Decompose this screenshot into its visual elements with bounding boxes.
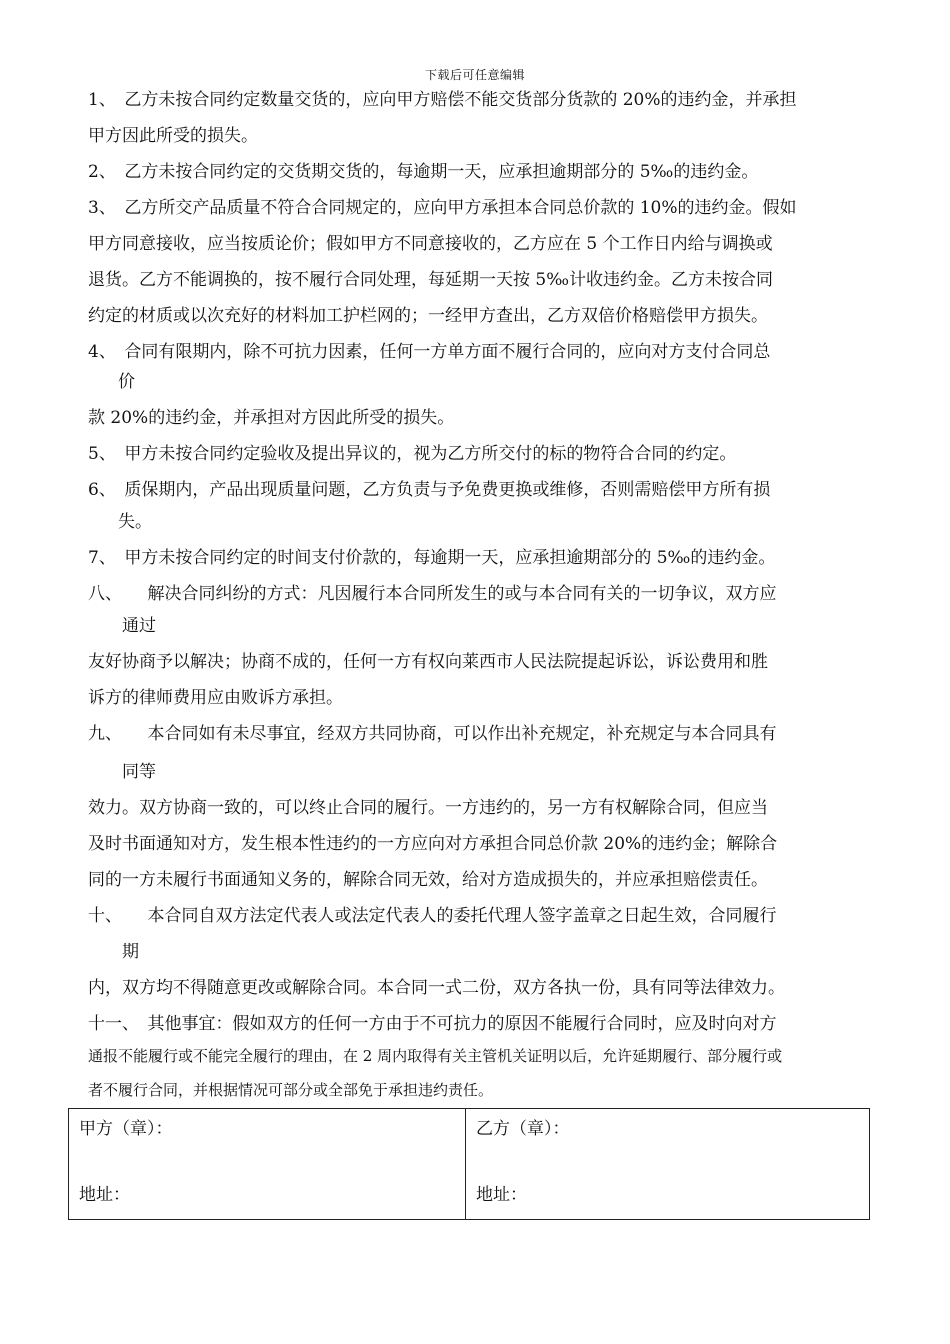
party-a-address-label: 地址： [79,1185,130,1205]
clause-line: 失。 [118,512,152,532]
clause-line: 5、 甲方未按合同约定验收及提出异议的，视为乙方所交付的标的物符合合同的约定。 [88,444,737,464]
clause-line: 2、 乙方未按合同约定的交货期交货的，每逾期一天，应承担逾期部分的 5‰的违约金。 [88,162,759,182]
clause-line: 约定的材质或以次充好的材料加工护栏网的；一经甲方查出，乙方双倍价格赔偿甲方损失。 [88,306,768,326]
party-b-cell [466,1109,869,1219]
party-b-address-label: 地址： [476,1185,527,1205]
clause-line: 同等 [122,762,156,782]
clause-line: 1、 乙方未按合同约定数量交货的，应向甲方赔偿不能交货部分货款的 20%的违约金，并承担 [88,90,797,110]
clause-line: 通报不能履行或不能完全履行的理由，在 2 周内取得有关主管机关证明以后，允许延期履行、部分履行或 [88,1047,783,1065]
clause-line: 退货。乙方不能调换的，按不履行合同处理，每延期一天按 5‰计收违约金。乙方未按合同 [88,270,774,290]
clause-line: 6、 质保期内，产品出现质量问题，乙方负责与予免费更换或维修，否则需赔偿甲方所有损 [88,480,771,500]
signature-table [68,1108,870,1220]
party-a-seal-label: 甲方（章）： [79,1119,173,1139]
page-header: 下载后可任意编辑 [424,68,525,82]
clause-line: 九、 本合同如有未尽事宜，经双方共同协商，可以作出补充规定，补充规定与本合同具有 [88,724,777,744]
clause-line: 者不履行合同，并根据情况可部分或全部免于承担违约责任。 [88,1081,494,1099]
clause-line: 内，双方均不得随意更改或解除合同。本合同一式二份，双方各执一份，具有同等法律效力。 [88,978,785,998]
clause-line: 及时书面通知对方，发生根本性违约的一方应向对方承担合同总价款 20%的违约金；解除合 [88,834,778,854]
clause-line: 十、 本合同自双方法定代表人或法定代表人的委托代理人签字盖章之日起生效，合同履行 [88,906,777,926]
clause-line: 3、 乙方所交产品质量不符合合同规定的，应向甲方承担本合同总价款的 10%的违约金。假如 [88,198,797,218]
clause-line: 价 [118,372,135,392]
clause-line: 友好协商予以解决；协商不成的，任何一方有权向莱西市人民法院提起诉讼，诉讼费用和胜 [88,652,768,672]
clause-line: 通过 [122,616,156,636]
clause-line: 期 [122,942,139,962]
clause-line: 效力。双方协商一致的，可以终止合同的履行。一方违约的，另一方有权解除合同，但应当 [88,798,768,818]
clause-line: 甲方同意接收，应当按质论价；假如甲方不同意接收的，乙方应在 5 个工作日内给与调换或 [88,234,773,254]
clause-line: 款 20%的违约金，并承担对方因此所受的损失。 [88,408,455,428]
clause-line: 4、 合同有限期内，除不可抗力因素，任何一方单方面不履行合同的，应向对方支付合同总 [88,342,771,362]
party-a-cell [69,1109,466,1219]
clause-line: 同的一方未履行书面通知义务的，解除合同无效，给对方造成损失的，并应承担赔偿责任。 [88,870,768,890]
clause-line: 7、 甲方未按合同约定的时间支付价款的，每逾期一天，应承担逾期部分的 5‰的违约金。 [88,548,776,568]
clause-line: 诉方的律师费用应由败诉方承担。 [88,688,343,708]
clause-line: 十一、 其他事宜：假如双方的任何一方由于不可抗力的原因不能履行合同时，应及时向对方 [88,1014,777,1034]
clause-line: 八、 解决合同纠纷的方式：凡因履行本合同所发生的或与本合同有关的一切争议，双方应 [88,584,777,604]
party-b-seal-label: 乙方（章）： [476,1119,570,1139]
clause-line: 甲方因此所受的损失。 [88,126,258,146]
